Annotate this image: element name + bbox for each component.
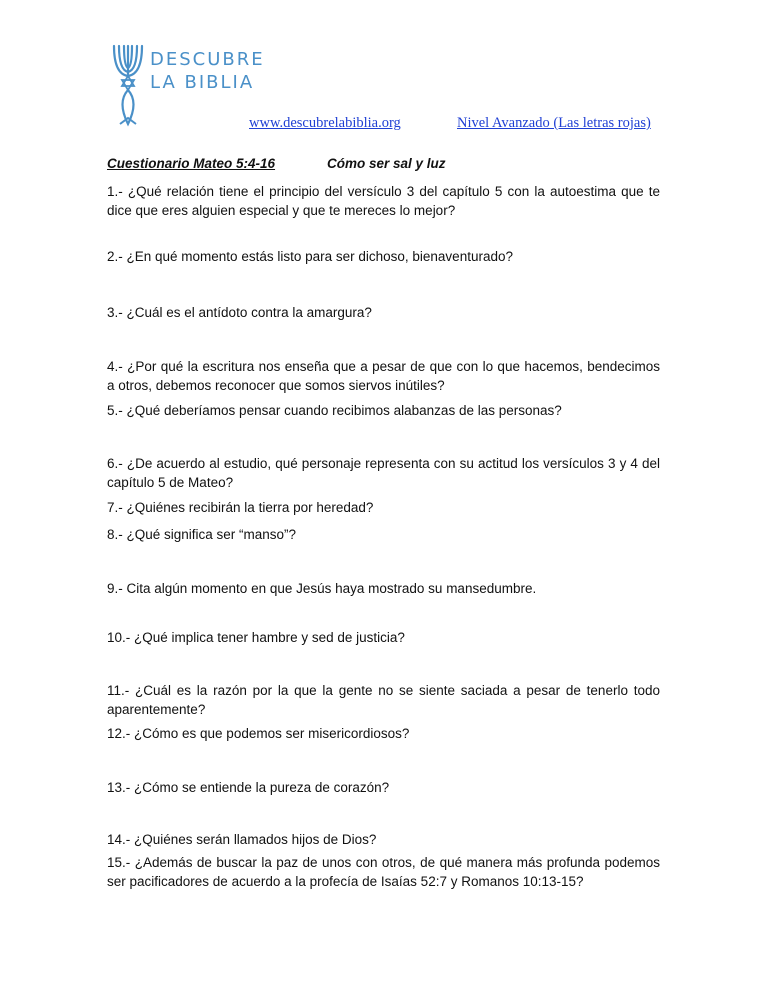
question-9: 9.- Cita algún momento en que Jesús haya mostrado su mansedumbre. [107,581,537,596]
question-13: 13.- ¿Cómo se entiende la pureza de corazón? [107,780,390,795]
question-8: 8.- ¿Qué significa ser “manso”? [107,527,297,542]
question-5: 5.- ¿Qué deberíamos pensar cuando recibimos alabanzas de las personas? [107,403,562,418]
question-1: 1.- ¿Qué relación tiene el principio del versículo 3 del capítulo 5 con la autoestima que te dice que eres alguien especial y que te mereces lo mejor? [107,184,660,218]
question-7: 7.- ¿Quiénes recibirán la tierra por heredad? [107,500,374,515]
questionnaire-topic: Cómo ser sal y luz [327,156,446,171]
logo-line-1: DESCUBRE [150,49,265,70]
question-10: 10.- ¿Qué implica tener hambre y sed de justicia? [107,630,405,645]
question-4: 4.- ¿Por qué la escritura nos enseña que a pesar de que con lo que hacemos, bendecimos a otros, debemos reconocer que somos siervos inútiles? [107,359,660,393]
site-link[interactable]: www.descubrelabiblia.org [249,115,401,131]
question-12: 12.- ¿Cómo es que podemos ser misericordiosos? [107,726,410,741]
question-15: 15.- ¿Además de buscar la paz de unos con otros, de qué manera más profunda podemos ser pacificadores de acuerdo a la profecía de Isaías 52:7 y Romanos 10:13-15? [107,855,660,889]
question-3: 3.- ¿Cuál es el antídoto contra la amargura? [107,305,372,320]
level-link[interactable]: Nivel Avanzado (Las letras rojas) [457,115,651,131]
question-11: 11.- ¿Cuál es la razón por la que la gente no se siente saciada a pesar de tenerlo todo aparentemente? [107,683,660,717]
logo-line-2: LA BIBLIA [150,72,255,93]
links-row [0,115,768,135]
question-2: 2.- ¿En qué momento estás listo para ser dichoso, bienaventurado? [107,249,513,264]
question-6: 6.- ¿De acuerdo al estudio, qué personaje representa con su actitud los versículos 3 y 4 del capítulo 5 de Mateo? [107,456,660,490]
logo-text [150,48,265,94]
question-14: 14.- ¿Quiénes serán llamados hijos de Dios? [107,832,377,847]
questionnaire-header [107,156,667,171]
questionnaire-title: Cuestionario Mateo 5:4-16 [107,156,276,171]
